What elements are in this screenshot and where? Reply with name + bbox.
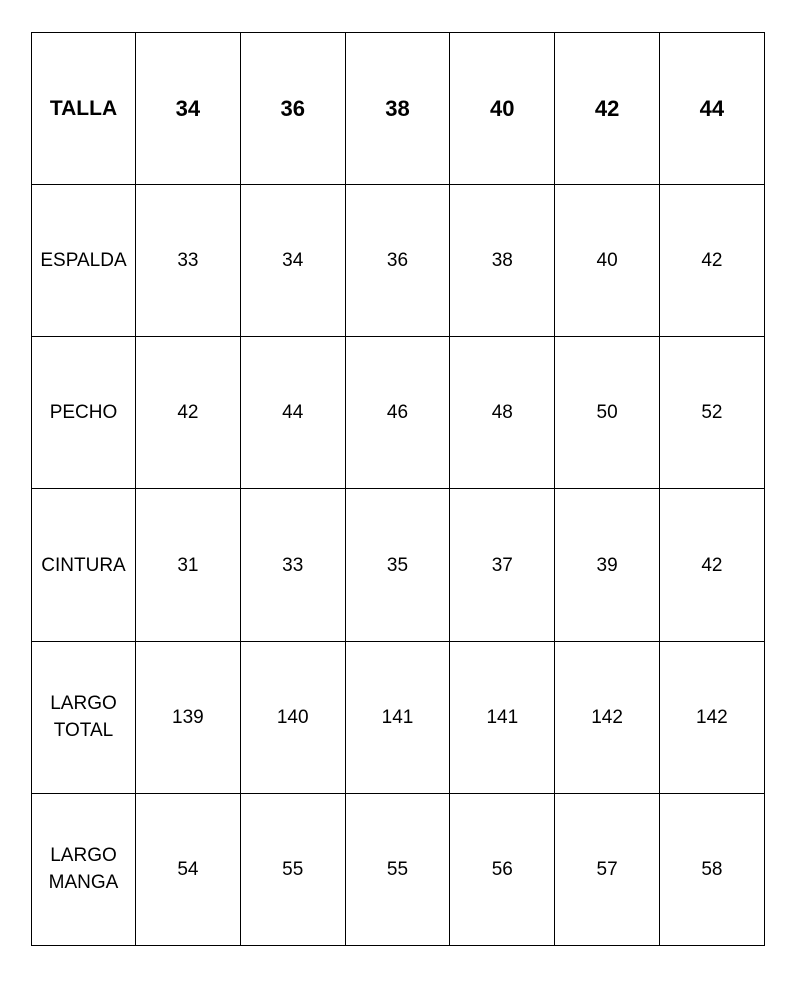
size-header-cell: 42: [555, 33, 660, 185]
value-cell: 52: [659, 337, 764, 489]
value-cell: 58: [659, 793, 764, 945]
row-label-cell: LARGO MANGA: [32, 793, 136, 945]
value-cell: 42: [659, 489, 764, 641]
header-row: [32, 33, 765, 185]
row-label-cell: LARGO TOTAL: [32, 641, 136, 793]
value-cell: 57: [555, 793, 660, 945]
size-header-cell: 36: [240, 33, 345, 185]
value-cell: 55: [240, 793, 345, 945]
row-label-cell: CINTURA: [32, 489, 136, 641]
value-cell: 37: [450, 489, 555, 641]
value-cell: 140: [240, 641, 345, 793]
value-cell: 35: [345, 489, 450, 641]
value-cell: 39: [555, 489, 660, 641]
value-cell: 55: [345, 793, 450, 945]
value-cell: 36: [345, 185, 450, 337]
value-cell: 33: [240, 489, 345, 641]
value-cell: 142: [555, 641, 660, 793]
value-cell: 33: [136, 185, 241, 337]
value-cell: 50: [555, 337, 660, 489]
value-cell: 38: [450, 185, 555, 337]
table-row-largo-manga: [32, 793, 765, 945]
value-cell: 141: [345, 641, 450, 793]
value-cell: 42: [136, 337, 241, 489]
table-row-cintura: [32, 489, 765, 641]
value-cell: 139: [136, 641, 241, 793]
value-cell: 44: [240, 337, 345, 489]
size-header-cell: 34: [136, 33, 241, 185]
table-row-espalda: [32, 185, 765, 337]
size-header-cell: 38: [345, 33, 450, 185]
size-header-cell: 44: [659, 33, 764, 185]
row-label-cell: PECHO: [32, 337, 136, 489]
value-cell: 31: [136, 489, 241, 641]
value-cell: 48: [450, 337, 555, 489]
table-row-pecho: [32, 337, 765, 489]
row-label-cell: ESPALDA: [32, 185, 136, 337]
header-label-cell: TALLA: [32, 33, 136, 185]
value-cell: 142: [659, 641, 764, 793]
size-chart-table: [31, 32, 765, 946]
value-cell: 42: [659, 185, 764, 337]
value-cell: 40: [555, 185, 660, 337]
size-header-cell: 40: [450, 33, 555, 185]
value-cell: 56: [450, 793, 555, 945]
value-cell: 54: [136, 793, 241, 945]
table-row-largo-total: [32, 641, 765, 793]
value-cell: 141: [450, 641, 555, 793]
value-cell: 46: [345, 337, 450, 489]
value-cell: 34: [240, 185, 345, 337]
